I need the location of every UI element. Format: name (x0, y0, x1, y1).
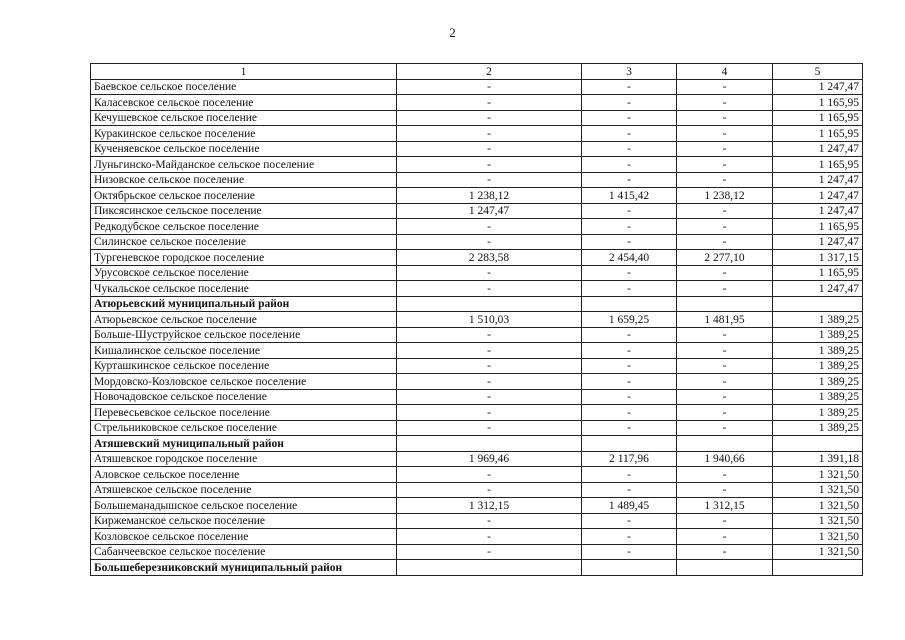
settlement-name-cell: Чукальское сельское поселение (91, 281, 397, 297)
value-cell-col3: - (582, 389, 677, 405)
value-cell-col4: - (677, 374, 773, 390)
value-cell-col2: - (397, 95, 582, 111)
district-name-cell: Атяшевский муниципальный район (91, 436, 397, 452)
value-cell-col4: 2 277,10 (677, 250, 773, 266)
value-cell-col4: - (677, 420, 773, 436)
table-header-row (91, 64, 863, 80)
table-row (91, 110, 863, 126)
value-cell-col4: - (677, 467, 773, 483)
value-cell-col5: 1 247,47 (773, 281, 863, 297)
settlement-name-cell: Силинское сельское поселение (91, 234, 397, 250)
settlement-name-cell: Курташкинское сельское поселение (91, 358, 397, 374)
value-cell-col3: - (582, 513, 677, 529)
column-header-3: 3 (582, 64, 677, 80)
value-cell-col5: 1 165,95 (773, 157, 863, 173)
value-cell-col4: - (677, 157, 773, 173)
value-cell-col3: - (582, 141, 677, 157)
settlement-name-cell: Кишалинское сельское поселение (91, 343, 397, 359)
value-cell-col5: 1 247,47 (773, 188, 863, 204)
value-cell-col2: - (397, 405, 582, 421)
value-cell-col2: 1 238,12 (397, 188, 582, 204)
table-row (91, 529, 863, 545)
value-cell-col3 (582, 436, 677, 452)
value-cell-col5 (773, 296, 863, 312)
value-cell-col4: - (677, 389, 773, 405)
value-cell-col5: 1 321,50 (773, 482, 863, 498)
value-cell-col3: - (582, 482, 677, 498)
table-row (91, 250, 863, 266)
settlement-name-cell: Атяшевское сельское поселение (91, 482, 397, 498)
value-cell-col2 (397, 436, 582, 452)
value-cell-col5: 1 247,47 (773, 172, 863, 188)
value-cell-col3 (582, 560, 677, 576)
value-cell-col3: 1 489,45 (582, 498, 677, 514)
value-cell-col3: - (582, 79, 677, 95)
table-row (91, 312, 863, 328)
value-cell-col5: 1 389,25 (773, 327, 863, 343)
value-cell-col5: 1 321,50 (773, 498, 863, 514)
value-cell-col2: - (397, 219, 582, 235)
value-cell-col2: - (397, 513, 582, 529)
value-cell-col5: 1 389,25 (773, 358, 863, 374)
value-cell-col4 (677, 296, 773, 312)
value-cell-col2: - (397, 529, 582, 545)
value-cell-col3: - (582, 358, 677, 374)
value-cell-col5: 1 247,47 (773, 79, 863, 95)
value-cell-col3: - (582, 110, 677, 126)
table-row (91, 281, 863, 297)
value-cell-col3 (582, 296, 677, 312)
table-row (91, 172, 863, 188)
value-cell-col3: - (582, 157, 677, 173)
value-cell-col2: - (397, 482, 582, 498)
value-cell-col3: - (582, 467, 677, 483)
value-cell-col2 (397, 560, 582, 576)
value-cell-col2: - (397, 110, 582, 126)
table-row (91, 451, 863, 467)
value-cell-col3: - (582, 219, 677, 235)
value-cell-col4 (677, 436, 773, 452)
tariff-table (90, 63, 863, 576)
value-cell-col4: - (677, 265, 773, 281)
table-row (91, 482, 863, 498)
value-cell-col4: 1 481,95 (677, 312, 773, 328)
value-cell-col5: 1 165,95 (773, 219, 863, 235)
value-cell-col5: 1 321,50 (773, 529, 863, 545)
value-cell-col2: - (397, 327, 582, 343)
value-cell-col4: - (677, 544, 773, 560)
value-cell-col2 (397, 296, 582, 312)
value-cell-col2: - (397, 126, 582, 142)
settlement-name-cell: Урусовское сельское поселение (91, 265, 397, 281)
value-cell-col4: - (677, 79, 773, 95)
value-cell-col5: 1 389,25 (773, 420, 863, 436)
district-header-row (91, 436, 863, 452)
settlement-name-cell: Атюрьевское сельское поселение (91, 312, 397, 328)
value-cell-col5: 1 165,95 (773, 126, 863, 142)
value-cell-col5: 1 165,95 (773, 265, 863, 281)
settlement-name-cell: Луньгинско-Майданское сельское поселение (91, 157, 397, 173)
table-row (91, 265, 863, 281)
value-cell-col2: - (397, 343, 582, 359)
value-cell-col2: - (397, 374, 582, 390)
settlement-name-cell: Редкодубское сельское поселение (91, 219, 397, 235)
value-cell-col2: - (397, 389, 582, 405)
value-cell-col3: - (582, 172, 677, 188)
settlement-name-cell: Стрельниковское сельское поселение (91, 420, 397, 436)
table-row (91, 188, 863, 204)
value-cell-col4: - (677, 405, 773, 421)
value-cell-col4: - (677, 203, 773, 219)
value-cell-col2: 1 312,15 (397, 498, 582, 514)
value-cell-col5: 1 247,47 (773, 234, 863, 250)
table-row (91, 203, 863, 219)
value-cell-col4: - (677, 482, 773, 498)
settlement-name-cell: Козловское сельское поселение (91, 529, 397, 545)
value-cell-col4: 1 238,12 (677, 188, 773, 204)
value-cell-col3: - (582, 405, 677, 421)
settlement-name-cell: Аловское сельское поселение (91, 467, 397, 483)
value-cell-col2: - (397, 544, 582, 560)
value-cell-col4: - (677, 327, 773, 343)
table-row (91, 219, 863, 235)
settlement-name-cell: Большеманадышское сельское поселение (91, 498, 397, 514)
value-cell-col3: 1 659,25 (582, 312, 677, 328)
value-cell-col2: - (397, 358, 582, 374)
settlement-name-cell: Куракинское сельское поселение (91, 126, 397, 142)
value-cell-col4: - (677, 343, 773, 359)
table-row (91, 467, 863, 483)
value-cell-col4: - (677, 110, 773, 126)
value-cell-col5: 1 389,25 (773, 374, 863, 390)
column-header-2: 2 (397, 64, 582, 80)
value-cell-col4: - (677, 358, 773, 374)
value-cell-col4: - (677, 126, 773, 142)
value-cell-col3: - (582, 203, 677, 219)
value-cell-col3: - (582, 234, 677, 250)
settlement-name-cell: Тургеневское городское поселение (91, 250, 397, 266)
value-cell-col3: 2 454,40 (582, 250, 677, 266)
value-cell-col3: - (582, 529, 677, 545)
column-header-1: 1 (91, 64, 397, 80)
settlement-name-cell: Кученяевское сельское поселение (91, 141, 397, 157)
table-row (91, 544, 863, 560)
value-cell-col5: 1 247,47 (773, 141, 863, 157)
value-cell-col5: 1 165,95 (773, 95, 863, 111)
value-cell-col2: 1 510,03 (397, 312, 582, 328)
value-cell-col5: 1 389,25 (773, 312, 863, 328)
table-row (91, 374, 863, 390)
settlement-name-cell: Мордовско-Козловское сельское поселение (91, 374, 397, 390)
value-cell-col2: - (397, 234, 582, 250)
value-cell-col2: 2 283,58 (397, 250, 582, 266)
value-cell-col4: - (677, 172, 773, 188)
value-cell-col5: 1 391,18 (773, 451, 863, 467)
table-row (91, 141, 863, 157)
value-cell-col3: - (582, 420, 677, 436)
table-row (91, 405, 863, 421)
value-cell-col4: - (677, 141, 773, 157)
value-cell-col5: 1 389,25 (773, 389, 863, 405)
table-row (91, 420, 863, 436)
value-cell-col5 (773, 436, 863, 452)
settlement-name-cell: Перевесьевское сельское поселение (91, 405, 397, 421)
table-row (91, 343, 863, 359)
value-cell-col2: - (397, 467, 582, 483)
value-cell-col3: - (582, 265, 677, 281)
value-cell-col5: 1 247,47 (773, 203, 863, 219)
table-row (91, 234, 863, 250)
table-row (91, 498, 863, 514)
value-cell-col5 (773, 560, 863, 576)
value-cell-col2: 1 969,46 (397, 451, 582, 467)
value-cell-col4: 1 312,15 (677, 498, 773, 514)
settlement-name-cell: Новочадовское сельское поселение (91, 389, 397, 405)
district-header-row (91, 560, 863, 576)
value-cell-col2: - (397, 281, 582, 297)
value-cell-col3: - (582, 327, 677, 343)
table-row (91, 389, 863, 405)
value-cell-col4 (677, 560, 773, 576)
value-cell-col5: 1 317,15 (773, 250, 863, 266)
table-row (91, 79, 863, 95)
page-number: 2 (449, 25, 456, 40)
value-cell-col2: - (397, 172, 582, 188)
value-cell-col4: - (677, 95, 773, 111)
table-row (91, 358, 863, 374)
value-cell-col5: 1 165,95 (773, 110, 863, 126)
value-cell-col4: - (677, 513, 773, 529)
table-row (91, 126, 863, 142)
settlement-name-cell: Больше-Шуструйское сельское поселение (91, 327, 397, 343)
value-cell-col3: - (582, 126, 677, 142)
value-cell-col5: 1 321,50 (773, 467, 863, 483)
settlement-name-cell: Сабанчеевское сельское поселение (91, 544, 397, 560)
value-cell-col2: 1 247,47 (397, 203, 582, 219)
settlement-name-cell: Кечушевское сельское поселение (91, 110, 397, 126)
column-header-4: 4 (677, 64, 773, 80)
value-cell-col2: - (397, 79, 582, 95)
value-cell-col4: - (677, 281, 773, 297)
value-cell-col3: - (582, 95, 677, 111)
table-row (91, 157, 863, 173)
value-cell-col3: - (582, 544, 677, 560)
value-cell-col3: - (582, 374, 677, 390)
value-cell-col2: - (397, 265, 582, 281)
table-row (91, 327, 863, 343)
settlement-name-cell: Баевское сельское поселение (91, 79, 397, 95)
district-name-cell: Большеберезниковский муниципальный район (91, 560, 397, 576)
value-cell-col4: - (677, 234, 773, 250)
value-cell-col3: 2 117,96 (582, 451, 677, 467)
value-cell-col4: - (677, 219, 773, 235)
table-row (91, 95, 863, 111)
value-cell-col4: 1 940,66 (677, 451, 773, 467)
settlement-name-cell: Низовское сельское поселение (91, 172, 397, 188)
table-row (91, 513, 863, 529)
value-cell-col5: 1 321,50 (773, 544, 863, 560)
value-cell-col3: 1 415,42 (582, 188, 677, 204)
value-cell-col5: 1 389,25 (773, 405, 863, 421)
value-cell-col2: - (397, 420, 582, 436)
settlement-name-cell: Каласевское сельское поселение (91, 95, 397, 111)
value-cell-col4: - (677, 529, 773, 545)
value-cell-col2: - (397, 157, 582, 173)
table-body (91, 79, 863, 575)
value-cell-col3: - (582, 281, 677, 297)
column-header-5: 5 (773, 64, 863, 80)
settlement-name-cell: Атяшевское городское поселение (91, 451, 397, 467)
value-cell-col2: - (397, 141, 582, 157)
settlement-name-cell: Пиксясинское сельское поселение (91, 203, 397, 219)
value-cell-col3: - (582, 343, 677, 359)
district-name-cell: Атюрьевский муниципальный район (91, 296, 397, 312)
settlement-name-cell: Октябрьское сельское поселение (91, 188, 397, 204)
value-cell-col5: 1 321,50 (773, 513, 863, 529)
settlement-name-cell: Киржеманское сельское поселение (91, 513, 397, 529)
district-header-row (91, 296, 863, 312)
value-cell-col5: 1 389,25 (773, 343, 863, 359)
